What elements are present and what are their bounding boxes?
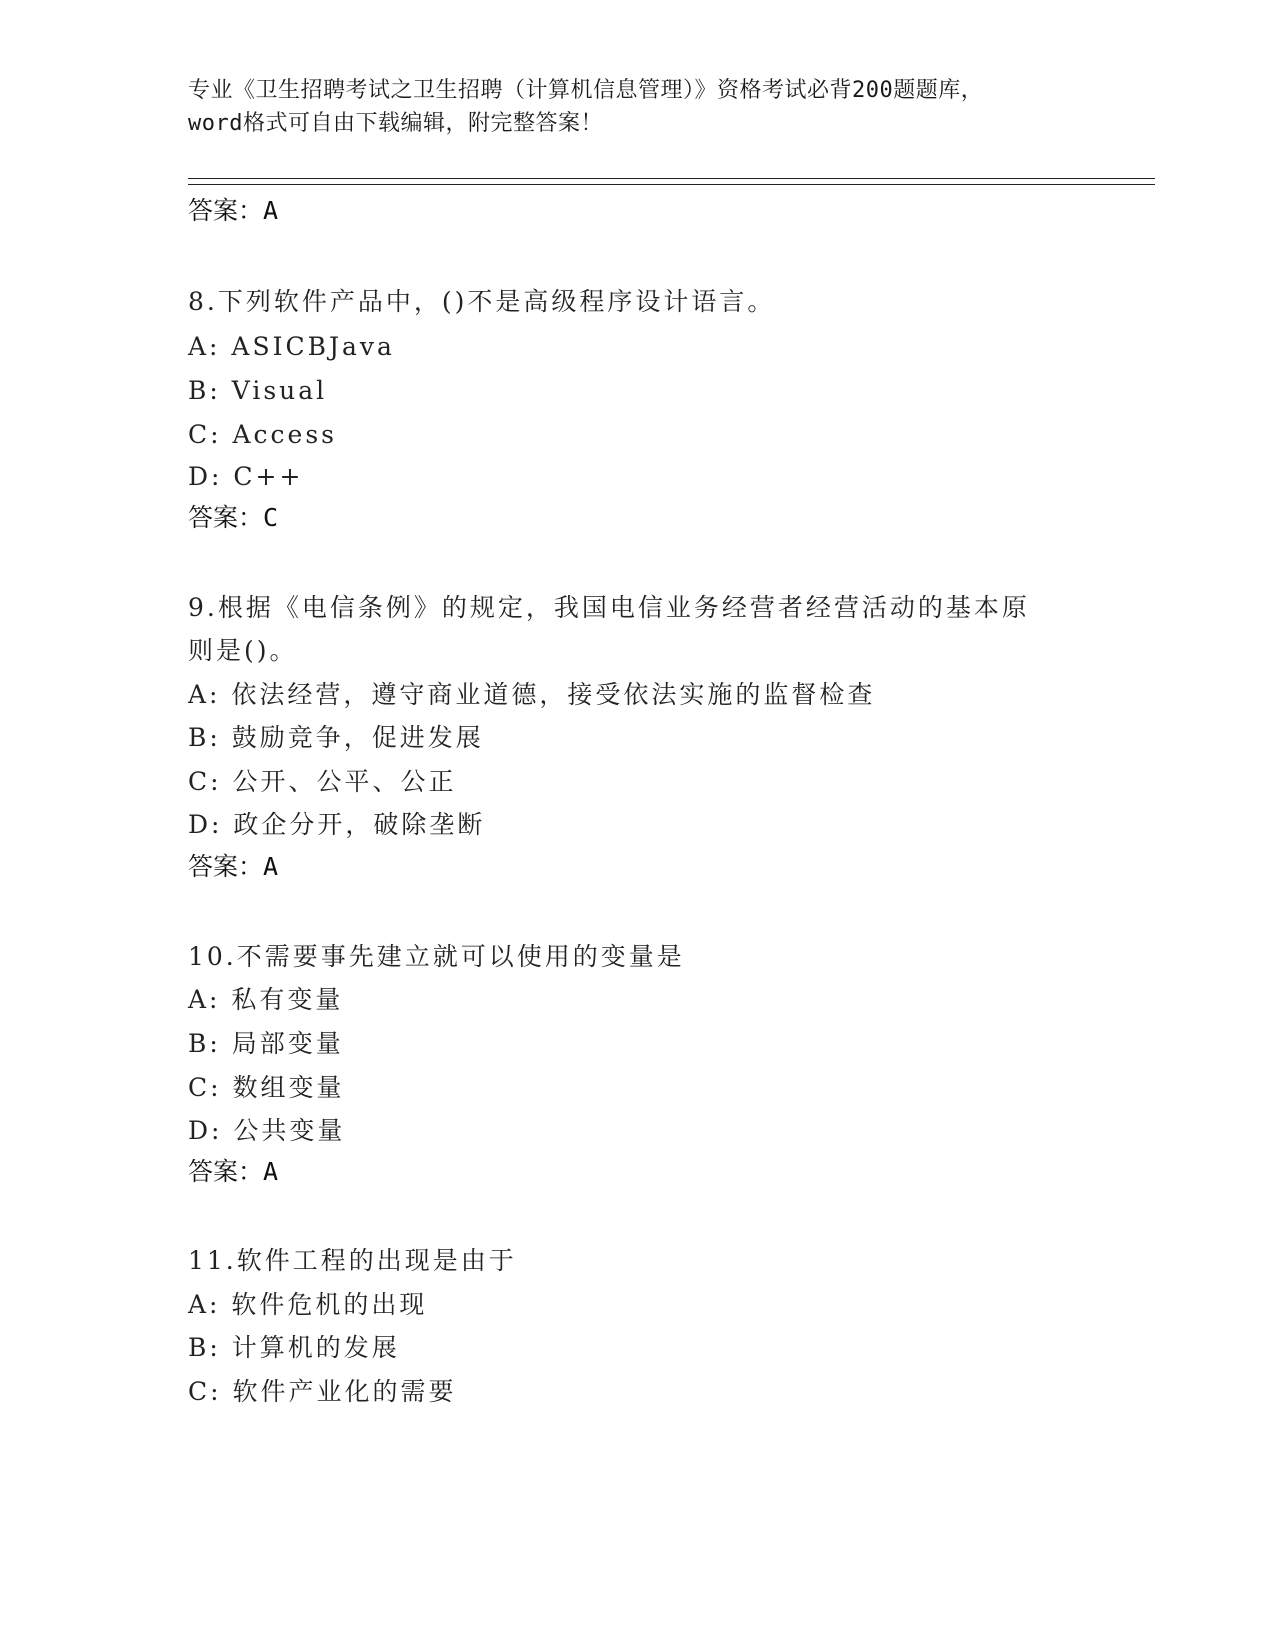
option-a: A: 私有变量: [188, 985, 344, 1014]
option-c: C: 软件产业化的需要: [188, 1377, 457, 1406]
header-line-2: word格式可自由下载编辑，附完整答案！: [188, 111, 603, 136]
previous-answer: 答案：A: [188, 196, 279, 225]
option-a: A: ASICBJava: [188, 332, 395, 361]
option-d: D: 公共变量: [188, 1116, 346, 1145]
answer: 答案：C: [188, 503, 279, 532]
answer: 答案：A: [188, 852, 279, 881]
header-divider-bottom: [188, 184, 1155, 185]
header-divider-top: [188, 178, 1155, 179]
option-b: B: 鼓励竞争，促进发展: [188, 723, 484, 752]
option-c: C: 公开、公平、公正: [188, 767, 457, 796]
option-d: D: 政企分开，破除垄断: [188, 810, 486, 839]
option-b: B: Visual: [188, 376, 328, 405]
option-c: C: 数组变量: [188, 1073, 345, 1102]
option-d: D: C++: [188, 462, 304, 491]
option-b: B: 计算机的发展: [188, 1333, 400, 1362]
document-header: [188, 74, 1088, 140]
question-stem-line-1: 9.根据《电信条例》的规定，我国电信业务经营者经营活动的基本原: [188, 593, 1030, 622]
option-c: C: Access: [188, 420, 338, 449]
header-line-1: 专业《卫生招聘考试之卫生招聘（计算机信息管理）》资格考试必背200题题库，: [188, 78, 984, 103]
option-a: A: 依法经营，遵守商业道德，接受依法实施的监督检查: [188, 680, 876, 709]
option-a: A: 软件危机的出现: [188, 1290, 428, 1319]
option-b: B: 局部变量: [188, 1029, 344, 1058]
question-stem-line-2: 则是()。: [188, 636, 298, 665]
question-stem: 11.软件工程的出现是由于: [188, 1246, 517, 1275]
answer: 答案：A: [188, 1157, 279, 1186]
question-stem: 10.不需要事先建立就可以使用的变量是: [188, 942, 685, 971]
question-stem: 8.下列软件产品中，()不是高级程序设计语言。: [188, 287, 776, 316]
